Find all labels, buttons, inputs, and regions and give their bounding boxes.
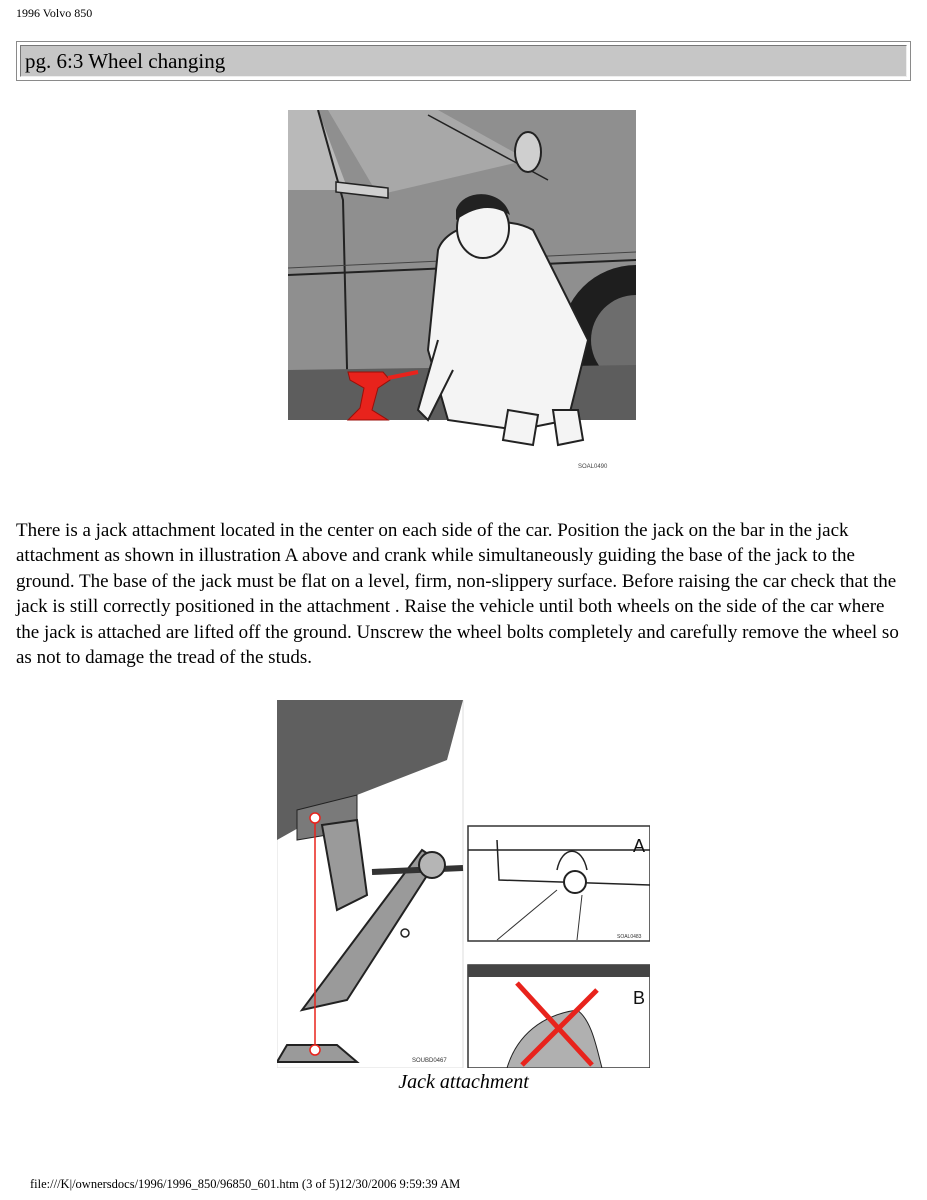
inset-b-label: B xyxy=(633,988,646,1008)
page-footer: file:///K|/ownersdocs/1996/1996_850/96850_601.htm (3 of 5)12/30/2006 9:59:39 AM xyxy=(30,1177,461,1191)
section-header xyxy=(16,41,911,81)
section-title: pg. 6:3 Wheel changing xyxy=(20,45,907,77)
inset-a-code: SOAL0483 xyxy=(617,934,642,940)
inset-a-label: A xyxy=(633,836,646,856)
fig1-code: SOAL0490 xyxy=(578,464,608,470)
jack-attachment-illustration xyxy=(277,700,650,1068)
document-title: 1996 Volvo 850 xyxy=(16,6,93,20)
wheel-changing-illustration xyxy=(288,110,636,472)
fig2-code: SOUBD0467 xyxy=(412,1058,447,1064)
figure-caption: Jack attachment xyxy=(398,1071,529,1093)
instruction-paragraph: There is a jack attachment located in the center on each side of the car. Position the jack on the bar in the jack attachment as shown in illustration A above and crank while simultaneously guiding the base of the jack to the ground. The base of the jack must be flat on a level, firm, non-slippery surface. Before raising the car check that the jack is still correctly positioned in the attachment . Raise the vehicle until both wheels on the side of the car where the jack is attached are lifted off the ground. Unscrew the wheel bolts completely and carefully remove the wheel so as not to damage the tread of the studs. xyxy=(16,520,899,669)
